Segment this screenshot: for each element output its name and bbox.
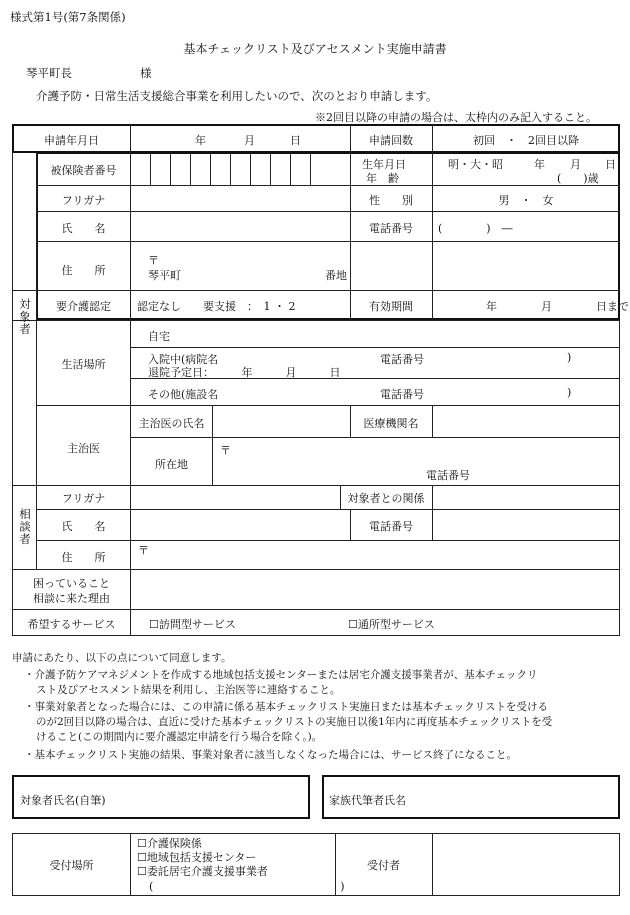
doctor-name-label: 主治医の氏名 <box>138 417 205 430</box>
reception-contractor-paren: ( ) <box>149 880 345 893</box>
birth-date-label: 生年月日 <box>362 158 406 171</box>
clinic-name-label: 医療機関名 <box>363 417 419 430</box>
care-level-label: 要介護認定 <box>56 300 111 313</box>
addressee-honorific: 様 <box>140 66 152 80</box>
postal-mark: 〒 <box>148 254 159 267</box>
agreement-item2-line1: ・事業対象者となった場合には、この申請に係る基本チェックリスト実施日または基本チェックリストを受ける <box>24 701 548 713</box>
consult-phone-label: 電話番号 <box>369 520 413 533</box>
birth-day-unit: 日 <box>605 158 616 171</box>
family-signature-label: 家族代筆者氏名 <box>329 794 406 807</box>
form-number: 様式第1号(第7条関係) <box>10 10 126 24</box>
reception-opt-insurance[interactable]: ☐介護保険係 <box>137 837 202 850</box>
apply-count-label: 申請回数 <box>369 134 413 147</box>
addressee: 琴平町長 <box>26 66 72 80</box>
receiver-label: 受付者 <box>367 859 400 872</box>
agreement-intro: 申請にあたり、以下の点について同意します。 <box>12 652 232 664</box>
consult-furigana-label: フリガナ <box>61 492 106 505</box>
doctor-phone-label: 電話番号 <box>426 469 470 482</box>
age-label: 年 齢 <box>366 172 399 185</box>
other-facility-label[interactable]: その他(施設名 <box>148 388 219 401</box>
consult-side-label: 相談者 <box>18 508 32 546</box>
trouble-label: 困っていること <box>33 577 110 590</box>
doctor-label: 主治医 <box>67 442 100 455</box>
birth-month-unit: 月 <box>570 158 581 171</box>
discharge-date-label[interactable]: 退院予定日： 年 月 日 <box>148 366 341 379</box>
banchi-label: 番地 <box>325 269 347 282</box>
intro-text: 介護予防・日常生活支援総合事業を利用したいので、次のとおり申請します。 <box>36 89 438 103</box>
apply-day-unit: 日 <box>290 134 301 147</box>
consult-name-label: 氏 名 <box>61 520 106 533</box>
hospital-close-paren: ) <box>567 351 572 364</box>
other-close-paren: ) <box>567 386 572 399</box>
self-signature-label: 対象者氏名(自筆) <box>20 794 106 807</box>
apply-count-options[interactable]: 初回 ・ 2回目以降 <box>473 134 579 147</box>
address-label: 住 所 <box>61 264 106 277</box>
age-unit: ( )歳 <box>557 172 599 185</box>
name-label: 氏 名 <box>61 222 106 235</box>
visit-service-checkbox[interactable]: ☐訪問型サービス <box>149 618 236 631</box>
living-home[interactable]: 自宅 <box>148 330 170 343</box>
insured-number-label: 被保険者番号 <box>50 164 117 177</box>
sex-options[interactable]: 男 ・ 女 <box>498 194 554 207</box>
page-title: 基本チェックリスト及びアセスメント実施申請書 <box>183 42 447 56</box>
sex-label: 性 別 <box>369 194 413 207</box>
consult-postal-mark: 〒 <box>138 544 149 557</box>
apply-month-unit: 月 <box>244 134 255 147</box>
furigana-label: フリガナ <box>61 194 106 207</box>
valid-period-value[interactable]: 年 月 日まで <box>486 300 629 313</box>
hospital-phone-label: 電話番号 <box>380 353 424 366</box>
agreement-item2-line2: のが2回目以降の場合は、直近に受けた基本チェックリストの実施日以後1年内に再度基本チェックリストを受 <box>36 716 553 728</box>
other-phone-label: 電話番号 <box>380 388 424 401</box>
relation-label: 対象者との関係 <box>347 492 425 505</box>
second-time-note: ※2回目以降の申請の場合は、太枠内のみ記入すること。 <box>315 111 597 124</box>
agreement-item1-line1: ・介護予防ケアマネジメントを作成する地域包括支援センターまたは居宅介護支援事業者が、基本チェックリ <box>24 669 538 681</box>
service-wish-label: 希望するサービス <box>27 618 116 631</box>
agreement-item1-line2: スト及びアセスメント結果を利用し、主治医等に連絡すること。 <box>36 684 341 696</box>
reception-opt-contractor[interactable]: ☐委託居宅介護支援事業者 <box>137 865 268 878</box>
birth-year-unit: 年 <box>534 158 545 171</box>
subject-side-label: 対象者 <box>18 298 32 336</box>
hospital-name-label[interactable]: 入院中(病院名 <box>148 353 219 366</box>
phone-label: 電話番号 <box>369 222 413 235</box>
apply-date-label: 申請年月日 <box>44 134 99 147</box>
apply-year-unit: 年 <box>195 134 206 147</box>
care-level-options[interactable]: 認定なし 要支援 ： 1 ・ 2 <box>137 300 296 313</box>
agreement-item3: ・基本チェックリスト実施の結果、事業対象者に該当しなくなった場合には、サービス終了になること。 <box>24 749 517 761</box>
doctor-location-label: 所在地 <box>155 458 188 471</box>
town-name: 琴平町 <box>148 269 181 282</box>
reception-opt-center[interactable]: ☐地域包括支援センター <box>137 851 257 864</box>
consult-address-label: 住 所 <box>61 551 106 564</box>
agreement-item2-line3: けること(この期間内に要介護認定申請を行う場合を除く。)。 <box>36 731 323 743</box>
reason-label: 相談に来た理由 <box>33 592 110 605</box>
birth-era-options[interactable]: 明・大・昭 <box>448 158 503 171</box>
day-service-checkbox[interactable]: ☐通所型サービス <box>348 618 435 631</box>
phone-format[interactable]: ( ) ― <box>438 222 513 235</box>
valid-period-label: 有効期間 <box>369 300 413 313</box>
living-place-label: 生活場所 <box>61 358 106 371</box>
reception-place-label: 受付場所 <box>49 859 94 872</box>
doctor-postal-mark: 〒 <box>220 444 231 457</box>
